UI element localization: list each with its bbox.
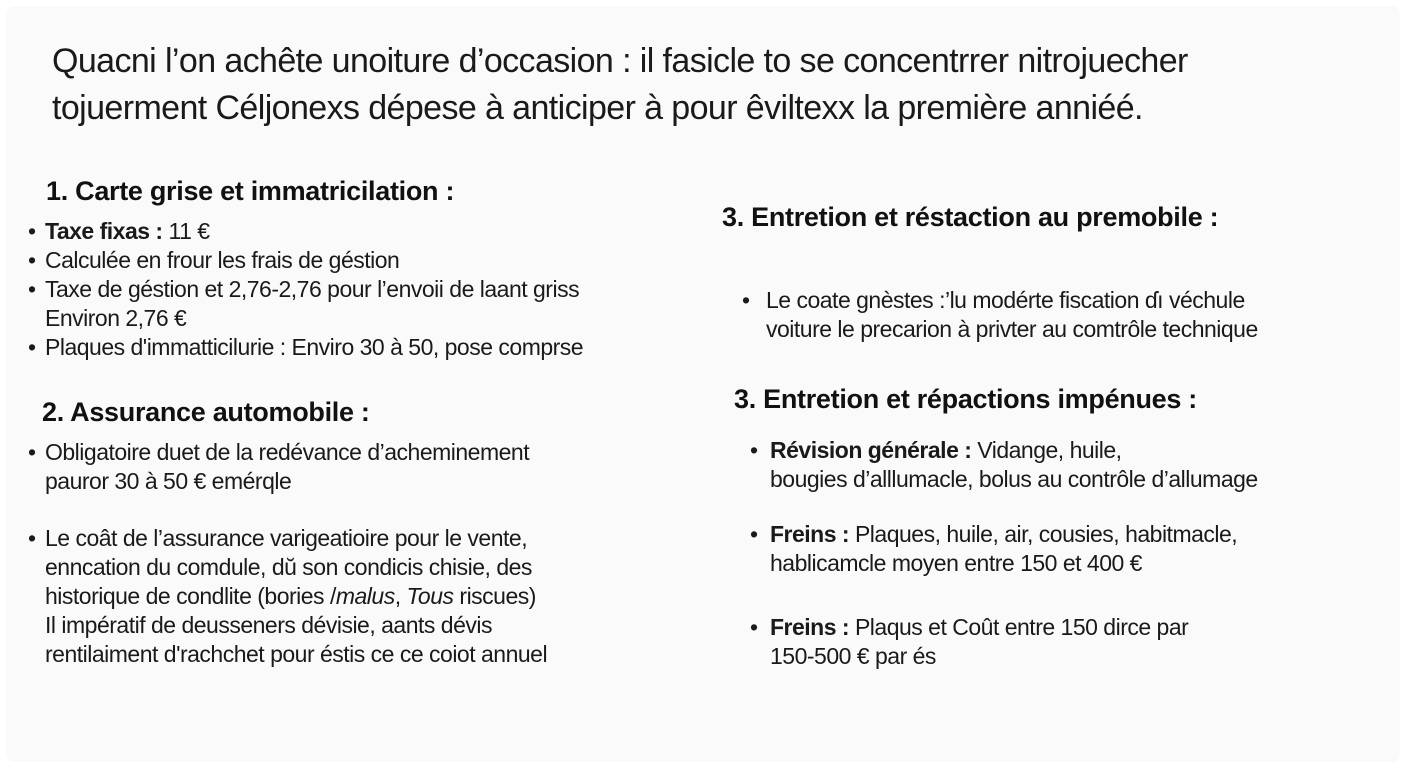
list-item <box>28 438 688 496</box>
item-text: Plaqus et Coût entre 150 dirce par <box>849 614 1189 640</box>
list-item <box>28 524 688 669</box>
item-text: Plaques, huile, air, cousies, habitmacle, <box>849 521 1238 547</box>
item-line <box>770 613 1394 642</box>
intro-paragraph <box>52 38 1372 132</box>
item-text: , <box>394 583 407 609</box>
list-item <box>28 246 688 275</box>
section-heading: 1. Carte grise et immatricilation : <box>46 176 455 206</box>
section-heading: 3. Entretion et réstaction au premobile : <box>722 202 1219 232</box>
list-item <box>28 275 688 304</box>
intro-line: Quacni l’on achête unoiture d’occasion : il fasicle to se concentrrer nitrojuecher <box>52 42 1188 80</box>
section-assurance <box>28 395 688 697</box>
item-label: Révision générale : <box>770 437 972 463</box>
list-item <box>750 520 1394 578</box>
section-entretien-reparation <box>722 200 1382 344</box>
item-line <box>770 520 1394 549</box>
item-line <box>45 582 688 611</box>
item-text: Vidange, huile, <box>971 437 1122 463</box>
item-line: voiture le precarion à privter au comtrôle technique <box>766 316 1258 342</box>
section-heading: 2. Assurance automobile : <box>42 397 370 427</box>
item-line: • Le coât de l’assurance varigeatioire pour le vente, <box>45 525 528 551</box>
item-text: Plaques d'immatticilurie : Enviro 30 à 50, pose comprse <box>45 334 584 360</box>
item-text: Environ 2,76 € <box>45 305 187 331</box>
list-item <box>750 436 1394 494</box>
item-text: Calculée en frour les frais de géstion <box>45 247 400 273</box>
item-text: historique de condlite (bories / <box>45 583 336 609</box>
item-label: Freins : <box>770 614 850 640</box>
bullet-list <box>742 286 1382 344</box>
item-line: rentilaiment d'rachchet pour éstis ce ce coiot annuel <box>45 641 548 667</box>
list-item <box>28 333 688 362</box>
list-item <box>750 613 1394 671</box>
item-line: Il impératif de deusseners dévisie, aants dévis <box>45 612 492 638</box>
item-text: 11 € <box>162 218 210 244</box>
intro-line: tojuerment Céljonexs dépese à anticiper à pour êviltexx la première anniéé. <box>52 89 1143 127</box>
item-line: bougies d’alllumacle, bolus au contrôle d’allumage <box>770 466 1258 492</box>
item-line <box>770 436 1394 465</box>
list-item <box>742 286 1382 344</box>
item-label: Taxe fixas : <box>45 218 163 244</box>
item-label: Freins : <box>770 521 850 547</box>
item-italic: malus <box>335 583 395 609</box>
list-item <box>28 217 688 246</box>
item-line: enncation du comdule, dŭ son condicis chisie, des <box>45 554 532 580</box>
bullet-list <box>750 436 1394 671</box>
item-text: riscues) <box>453 583 536 609</box>
item-text: Taxe de géstion et 2,76-2,76 pour l’envoii de laant griss <box>45 276 580 302</box>
section-heading: 3. Entretion et répactions impénues : <box>734 384 1197 414</box>
item-line: pauror 30 à 50 € emérqle <box>45 468 292 494</box>
item-line: 150-500 € par és <box>770 643 936 669</box>
item-italic: Tous <box>406 583 454 609</box>
item-line: • Le coate gnèstes :’lu modérte fiscation ɗı véchule <box>766 287 1245 313</box>
section-carte-grise <box>28 174 688 362</box>
section-entretien-imprevus <box>734 382 1394 697</box>
item-line: hablicamcle moyen entre 150 et 400 € <box>770 550 1142 576</box>
bullet-list <box>28 217 688 362</box>
bullet-list <box>28 438 688 669</box>
list-item-continuation <box>28 304 688 333</box>
item-line: • Obligatoire duet de la redévance d’acheminement <box>45 439 530 465</box>
